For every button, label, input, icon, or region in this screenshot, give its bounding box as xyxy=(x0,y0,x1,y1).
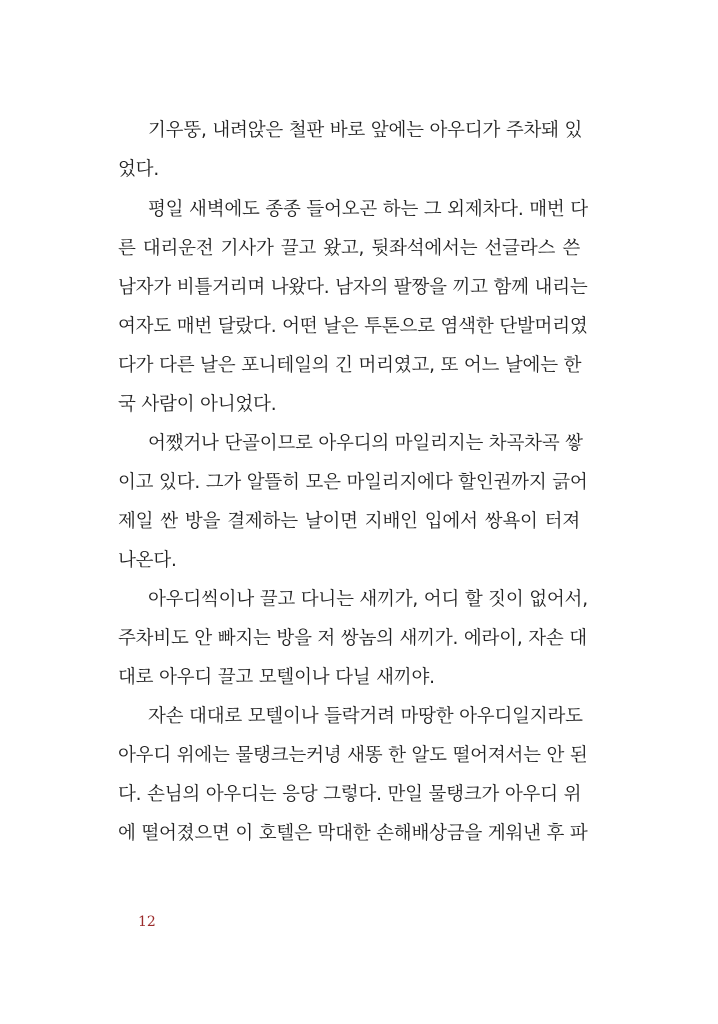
paragraph-5-line-4: 에 떨어졌으면 이 호텔은 막대한 손해배상금을 게워낸 후 파 xyxy=(118,823,588,844)
paragraph-5-line-1: 자손 대대로 모텔이나 들락거려 마땅한 아우디일지라도 xyxy=(148,706,583,727)
paragraph-2-line-5: 다가 다른 날은 포니테일의 긴 머리였고, 또 어느 날에는 한 xyxy=(118,355,582,376)
paragraph-2-line-6: 국 사람이 아니었다. xyxy=(118,394,277,415)
paragraph-3-line-4: 나온다. xyxy=(118,550,177,571)
paragraph-1-line-1: 기우뚱, 내려앉은 철판 바로 앞에는 아우디가 주차돼 있 xyxy=(148,120,583,141)
paragraph-4-line-2: 주차비도 안 빠지는 방을 저 쌍놈의 새끼가. 에라이, 자손 대 xyxy=(118,628,587,649)
paragraph-5-line-3: 다. 손님의 아우디는 응당 그렇다. 만일 물탱크가 아우디 위 xyxy=(118,784,582,805)
paragraph-4-line-1: 아우디씩이나 끌고 다니는 새끼가, 어디 할 짓이 없어서, xyxy=(148,589,588,610)
paragraph-1-line-2: 었다. xyxy=(118,159,160,180)
paragraph-5-line-2: 아우디 위에는 물탱크는커녕 새똥 한 알도 떨어져서는 안 된 xyxy=(118,745,588,766)
paragraph-4-line-3: 대로 아우디 끌고 모텔이나 다닐 새끼야. xyxy=(118,667,435,688)
paragraph-3-line-1: 어쨌거나 단골이므로 아우디의 마일리지는 차곡차곡 쌓 xyxy=(148,433,583,454)
paragraph-2-line-1: 평일 새벽에도 종종 들어오곤 하는 그 외제차다. 매번 다 xyxy=(148,199,588,220)
paragraph-2-line-2: 른 대리운전 기사가 끌고 왔고, 뒷좌석에서는 선글라스 쓴 xyxy=(118,238,580,259)
paragraph-3-line-2: 이고 있다. 그가 알뜰히 모은 마일리지에다 할인권까지 긁어 xyxy=(118,472,588,493)
paragraph-2-line-3: 남자가 비틀거리며 나왔다. 남자의 팔짱을 끼고 함께 내리는 xyxy=(118,277,588,298)
paragraph-2-line-4: 여자도 매번 달랐다. 어떤 날은 투톤으로 염색한 단발머리였 xyxy=(118,316,588,337)
page-number: 12 xyxy=(138,914,156,930)
paragraph-3-line-3: 제일 싼 방을 결제하는 날이면 지배인 입에서 쌍욕이 터져 xyxy=(118,511,580,532)
